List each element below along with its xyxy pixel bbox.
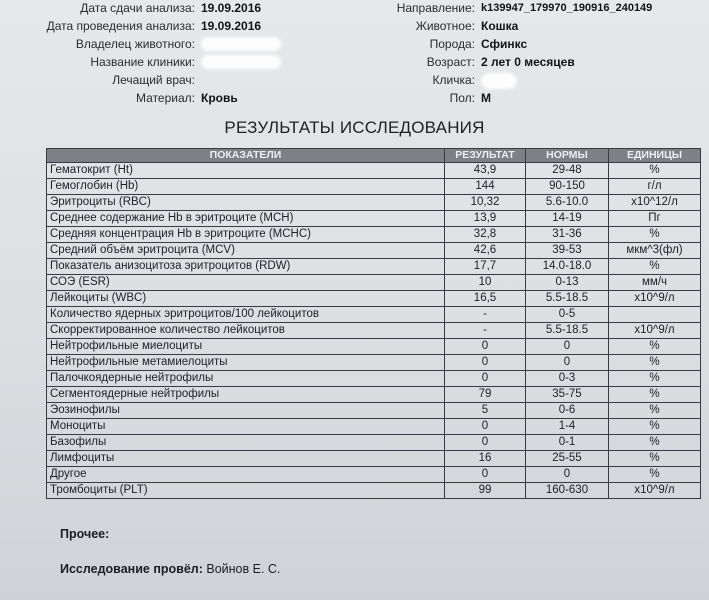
indicator-name: СОЭ (ESR) — [47, 275, 445, 291]
meta-row-animal — [385, 18, 705, 34]
meta-value: 19.09.2016 — [201, 1, 262, 15]
table-row — [47, 323, 701, 339]
norm-range: 0 — [526, 467, 609, 483]
result-value: 5 — [445, 403, 526, 419]
unit: г/л — [609, 179, 701, 195]
performed-value: Войнов Е. С. — [206, 562, 281, 576]
norm-range: 1-4 — [526, 419, 609, 435]
indicator-name: Сегментоядерные нейтрофилы — [47, 387, 445, 403]
indicator-name: Лейкоциты (WBC) — [47, 291, 445, 307]
meta-label: Пол: — [449, 91, 475, 105]
table-row — [47, 275, 701, 291]
table-row — [47, 451, 701, 467]
table-row — [47, 163, 701, 179]
unit: % — [609, 419, 701, 435]
unit: % — [609, 355, 701, 371]
results-title: РЕЗУЛЬТАТЫ ИССЛЕДОВАНИЯ — [224, 118, 485, 137]
result-value: 0 — [445, 467, 526, 483]
header-result: РЕЗУЛЬТАТ — [445, 149, 526, 163]
unit: % — [609, 339, 701, 355]
indicator-name: Эозинофилы — [47, 403, 445, 419]
redaction-blur — [481, 73, 517, 89]
patient-info-left — [40, 0, 340, 108]
indicator-name: Базофилы — [47, 435, 445, 451]
meta-label: Дата сдачи анализа: — [80, 1, 195, 15]
norm-range: 160-630 — [526, 483, 609, 499]
meta-value: 19.09.2016 — [201, 19, 262, 33]
result-value: 17,7 — [445, 259, 526, 275]
result-value: 0 — [445, 435, 526, 451]
meta-row-sex — [385, 90, 705, 106]
indicator-name: Среднее содержание Hb в эритроците (МСН) — [47, 211, 445, 227]
norm-range: 35-75 — [526, 387, 609, 403]
indicator-name: Эритроциты (RBC) — [47, 195, 445, 211]
indicator-name: Палочкоядерные нейтрофилы — [47, 371, 445, 387]
unit: % — [609, 227, 701, 243]
meta-label: Возраст: — [426, 55, 475, 69]
meta-label: Владелец животного: — [75, 37, 195, 51]
unit: х10^9/л — [609, 483, 701, 499]
result-value: 0 — [445, 419, 526, 435]
unit: Пг — [609, 211, 701, 227]
table-row — [47, 467, 701, 483]
norm-range: 90-150 — [526, 179, 609, 195]
norm-range: 5.5-18.5 — [526, 323, 609, 339]
meta-row-clinic — [40, 54, 340, 70]
result-value: 0 — [445, 371, 526, 387]
redaction-blur — [201, 55, 281, 69]
indicator-name: Тромбоциты (PLT) — [47, 483, 445, 499]
header-norm: НОРМЫ — [526, 149, 609, 163]
norm-range: 0-6 — [526, 403, 609, 419]
table-row — [47, 339, 701, 355]
unit: х10^9/л — [609, 323, 701, 339]
norm-range: 0-3 — [526, 371, 609, 387]
result-value: 0 — [445, 355, 526, 371]
meta-label: Направление: — [396, 1, 475, 15]
table-row — [47, 419, 701, 435]
indicator-name: Средняя концентрация Hb в эритроците (МСНС) — [47, 227, 445, 243]
indicator-name: Лимфоциты — [47, 451, 445, 467]
performed-label: Исследование провёл: — [60, 562, 203, 576]
norm-range: 0-1 — [526, 435, 609, 451]
norm-range: 39-53 — [526, 243, 609, 259]
unit: % — [609, 371, 701, 387]
norm-range: 14-19 — [526, 211, 609, 227]
table-header-row — [47, 149, 701, 163]
results-table — [46, 148, 701, 499]
unit — [609, 307, 701, 323]
unit: % — [609, 259, 701, 275]
norm-range: 14.0-18.0 — [526, 259, 609, 275]
indicator-name: Моноциты — [47, 419, 445, 435]
norm-range: 0 — [526, 339, 609, 355]
meta-row-doctor — [40, 72, 340, 88]
norm-range: 29-48 — [526, 163, 609, 179]
result-value: 16,5 — [445, 291, 526, 307]
meta-row-age — [385, 54, 705, 70]
header-unit: ЕДИНИЦЫ — [609, 149, 701, 163]
meta-label: Название клиники: — [90, 55, 195, 69]
unit: мкм^3(фл) — [609, 243, 701, 259]
meta-row-analysis-date — [40, 18, 340, 34]
result-value: 16 — [445, 451, 526, 467]
result-value: 10 — [445, 275, 526, 291]
unit: % — [609, 467, 701, 483]
table-row — [47, 227, 701, 243]
indicator-name: Показатель анизоцитоза эритроцитов (RDW) — [47, 259, 445, 275]
header-indicator: ПОКАЗАТЕЛИ — [47, 149, 445, 163]
meta-row-submit-date — [40, 0, 340, 16]
norm-range: 31-36 — [526, 227, 609, 243]
table-row — [47, 403, 701, 419]
norm-range: 0-13 — [526, 275, 609, 291]
meta-value: Сфинкс — [481, 37, 528, 51]
indicator-name: Нейтрофильные миелоциты — [47, 339, 445, 355]
result-value: 0 — [445, 339, 526, 355]
unit: % — [609, 163, 701, 179]
result-value: 10,32 — [445, 195, 526, 211]
patient-info-right — [385, 0, 705, 108]
table-row — [47, 243, 701, 259]
meta-value: М — [481, 91, 491, 105]
meta-row-owner — [40, 36, 340, 52]
meta-label: Дата проведения анализа: — [46, 19, 195, 33]
norm-range: 0-5 — [526, 307, 609, 323]
meta-row-referral — [385, 0, 705, 16]
result-value: 43,9 — [445, 163, 526, 179]
meta-value: Кошка — [481, 19, 519, 33]
result-value: 13,9 — [445, 211, 526, 227]
meta-label: Кличка: — [432, 73, 475, 87]
indicator-name: Количество ядерных эритроцитов/100 лейкоцитов — [47, 307, 445, 323]
table-row — [47, 259, 701, 275]
meta-value: k139947_179970_190916_240149 — [481, 2, 653, 14]
unit: мм/ч — [609, 275, 701, 291]
result-value: 79 — [445, 387, 526, 403]
table-row — [47, 355, 701, 371]
result-value: 99 — [445, 483, 526, 499]
meta-label: Порода: — [429, 37, 475, 51]
table-row — [47, 211, 701, 227]
meta-row-material — [40, 90, 340, 106]
norm-range: 5.5-18.5 — [526, 291, 609, 307]
meta-label: Животное: — [415, 19, 475, 33]
meta-row-nickname — [385, 72, 705, 88]
meta-value: 2 лет 0 месяцев — [481, 55, 575, 69]
meta-row-breed — [385, 36, 705, 52]
table-row — [47, 435, 701, 451]
result-value: - — [445, 323, 526, 339]
indicator-name: Средний объём эритроцита (MCV) — [47, 243, 445, 259]
unit: % — [609, 451, 701, 467]
table-row — [47, 307, 701, 323]
unit: % — [609, 435, 701, 451]
indicator-name: Гематокрит (Ht) — [47, 163, 445, 179]
performed-by — [60, 562, 280, 576]
table-row — [47, 483, 701, 499]
unit: х10^9/л — [609, 291, 701, 307]
unit: % — [609, 403, 701, 419]
result-value: 32,8 — [445, 227, 526, 243]
unit: % — [609, 387, 701, 403]
table-row — [47, 387, 701, 403]
result-value: 42,6 — [445, 243, 526, 259]
unit: х10^12/л — [609, 195, 701, 211]
indicator-name: Скорректированное количество лейкоцитов — [47, 323, 445, 339]
result-value: 144 — [445, 179, 526, 195]
table-row — [47, 195, 701, 211]
results-table-body — [47, 163, 701, 499]
indicator-name: Гемоглобин (Hb) — [47, 179, 445, 195]
norm-range: 25-55 — [526, 451, 609, 467]
table-row — [47, 291, 701, 307]
meta-label: Материал: — [136, 91, 195, 105]
meta-label: Лечащий врач: — [112, 73, 195, 87]
meta-value: Кровь — [201, 91, 238, 105]
norm-range: 0 — [526, 355, 609, 371]
indicator-name: Нейтрофильные метамиелоциты — [47, 355, 445, 371]
other-label: Прочее: — [60, 527, 110, 541]
table-row — [47, 371, 701, 387]
table-row — [47, 179, 701, 195]
indicator-name: Другое — [47, 467, 445, 483]
redaction-blur — [201, 37, 281, 51]
result-value: - — [445, 307, 526, 323]
norm-range: 5.6-10.0 — [526, 195, 609, 211]
